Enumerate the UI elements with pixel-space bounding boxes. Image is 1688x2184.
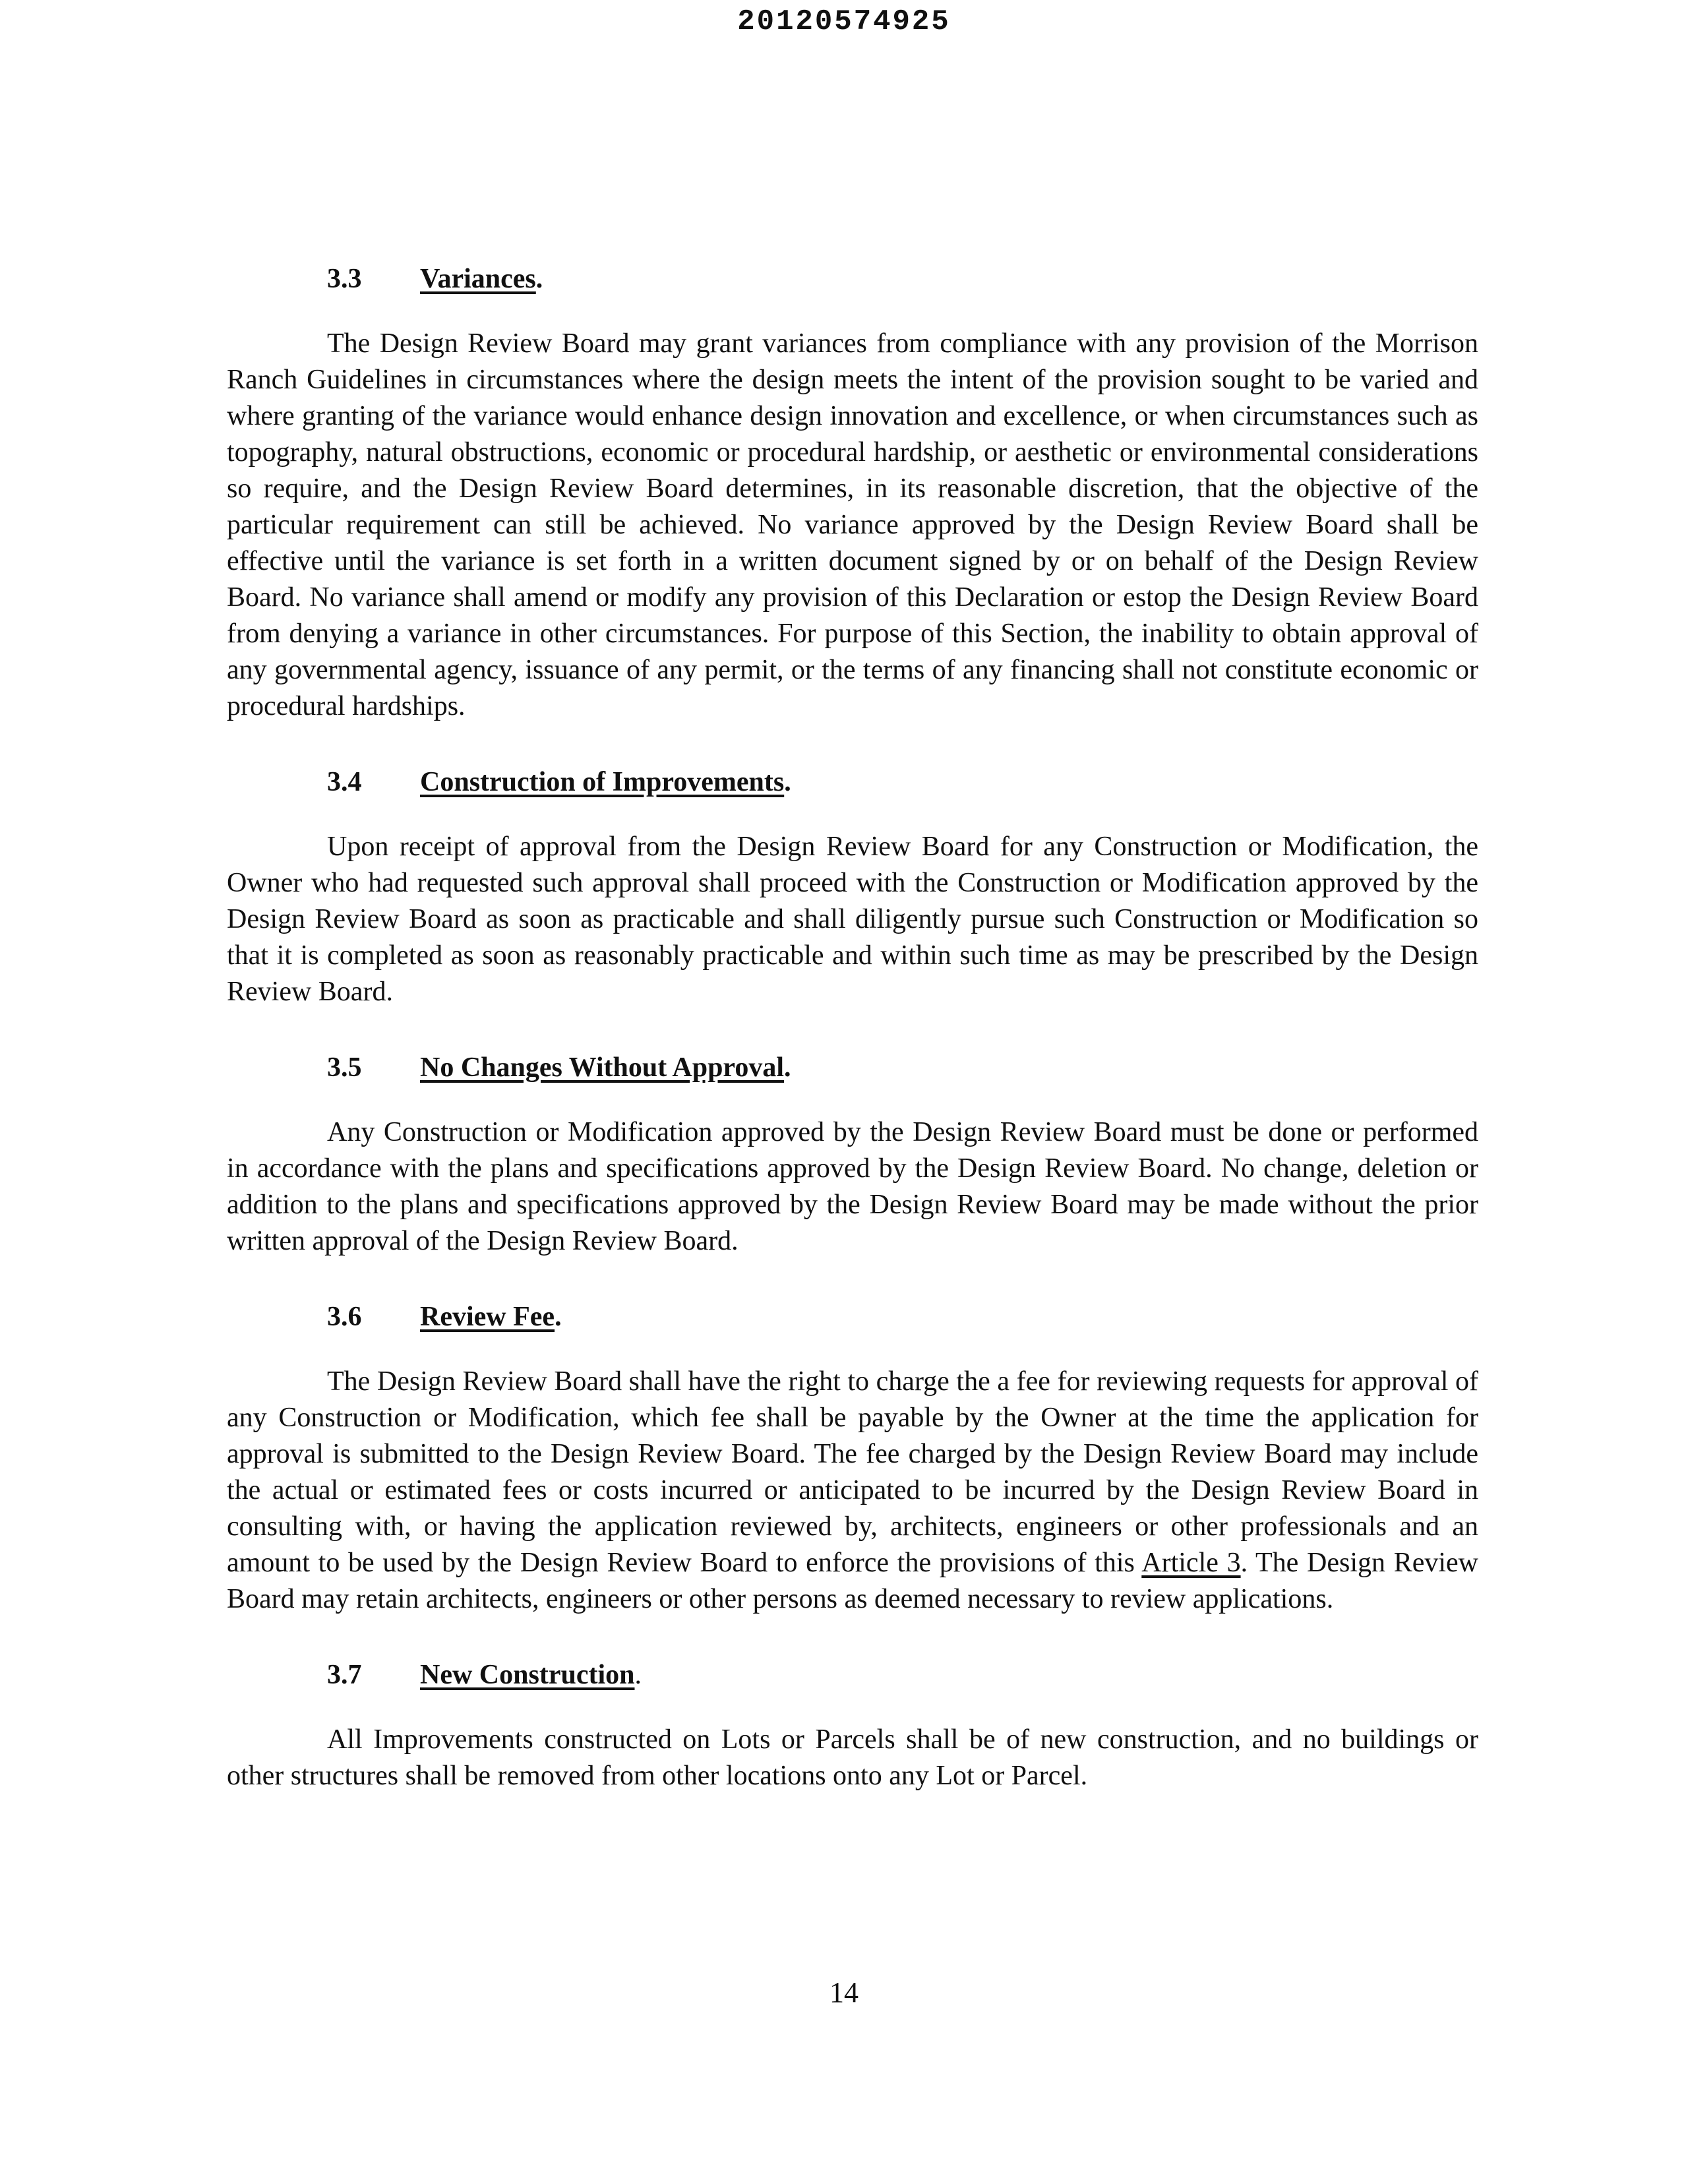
- section-title: No Changes Without Approval: [420, 1052, 784, 1083]
- section-paragraph-3-3: The Design Review Board may grant variances from compliance with any provision of the Morrison Ranch Guidelines in circumstances where the design meets the intent of the provision sought to be varied and where granting of the variance would enhance design innovation and excellence, or when circumstances such as topography, natural obstructions, economic or procedural hardship, or aesthetic or environmental considerations so require, and the Design Review Board determines, in its reasonable discretion, that the objective of the particular requirement can still be achieved. No variance approved by the Design Review Board shall be effective until the variance is set forth in a written document signed by or on behalf of the Design Review Board. No variance shall amend or modify any provision of this Declaration or estop the Design Review Board from denying a variance in other circumstances. For purpose of this Section, the inability to obtain approval of any governmental agency, issuance of any permit, or the terms of any financing shall not constitute economic or procedural hardships.: [227, 328, 1478, 721]
- section-heading-3-7: [227, 1652, 1478, 1698]
- section-number: 3.6: [327, 1302, 362, 1332]
- section-title: Review Fee: [420, 1302, 555, 1332]
- article-reference: Article 3: [1141, 1548, 1241, 1578]
- section-number: 3.3: [327, 264, 362, 294]
- section-paragraph-3-6: [227, 1364, 1478, 1618]
- section-paragraph-3-4: Upon receipt of approval from the Design Review Board for any Construction or Modification, the Owner who had requested such approval shall proceed with the Construction or Modification approved by the Design Review Board as soon as practicable and shall diligently pursue such Construction or Modification so that it is completed as soon as reasonably practicable and within such time as may be prescribed by the Design Review Board.: [227, 832, 1478, 1007]
- section-paragraph-3-5: Any Construction or Modification approved by the Design Review Board must be done or performed in accordance with the plans and specifications approved by the Design Review Board. No change, deletion or addition to the plans and specifications approved by the Design Review Board may be made without the prior written approval of the Design Review Board.: [227, 1117, 1478, 1256]
- document-body: [227, 256, 1478, 1829]
- heading-period: .: [555, 1302, 562, 1332]
- page-number: 14: [829, 1976, 859, 2009]
- heading-period: .: [784, 1052, 791, 1083]
- section-heading-3-4: [227, 759, 1478, 805]
- heading-period: .: [535, 264, 543, 294]
- section-paragraph-3-7: All Improvements constructed on Lots or Parcels shall be of new construction, and no buildings or other structures shall be removed from other locations onto any Lot or Parcel.: [227, 1724, 1478, 1791]
- section-number: 3.7: [327, 1660, 362, 1690]
- section-heading-3-6: [227, 1294, 1478, 1340]
- section-number: 3.5: [327, 1052, 362, 1083]
- section-number: 3.4: [327, 767, 362, 797]
- paragraph-text-after-reference: . The Design Review Board may retain architects, engineers or other persons as deemed necessary to review applications.: [227, 1548, 1478, 1614]
- section-title: New Construction: [420, 1660, 635, 1690]
- section-heading-3-5: [227, 1045, 1478, 1091]
- heading-period: .: [784, 767, 791, 797]
- section-heading-3-3: [227, 256, 1478, 302]
- document-number: 20120574925: [737, 5, 951, 38]
- paragraph-text-before-reference: The Design Review Board shall have the right to charge the a fee for reviewing requests for approval of any Construction or Modification, which fee shall be payable by the Owner at the time the application for approval is submitted to the Design Review Board. The fee charged by the Design Review Board may include the actual or estimated fees or costs incurred or anticipated to be incurred by the Design Review Board in consulting with, or having the application reviewed by, architects, engineers or other professionals and an amount to be used by the Design Review Board to enforce the provisions of this: [227, 1366, 1478, 1578]
- section-title: Variances: [420, 264, 536, 294]
- section-title: Construction of Improvements: [420, 767, 785, 797]
- heading-period: .: [634, 1660, 642, 1690]
